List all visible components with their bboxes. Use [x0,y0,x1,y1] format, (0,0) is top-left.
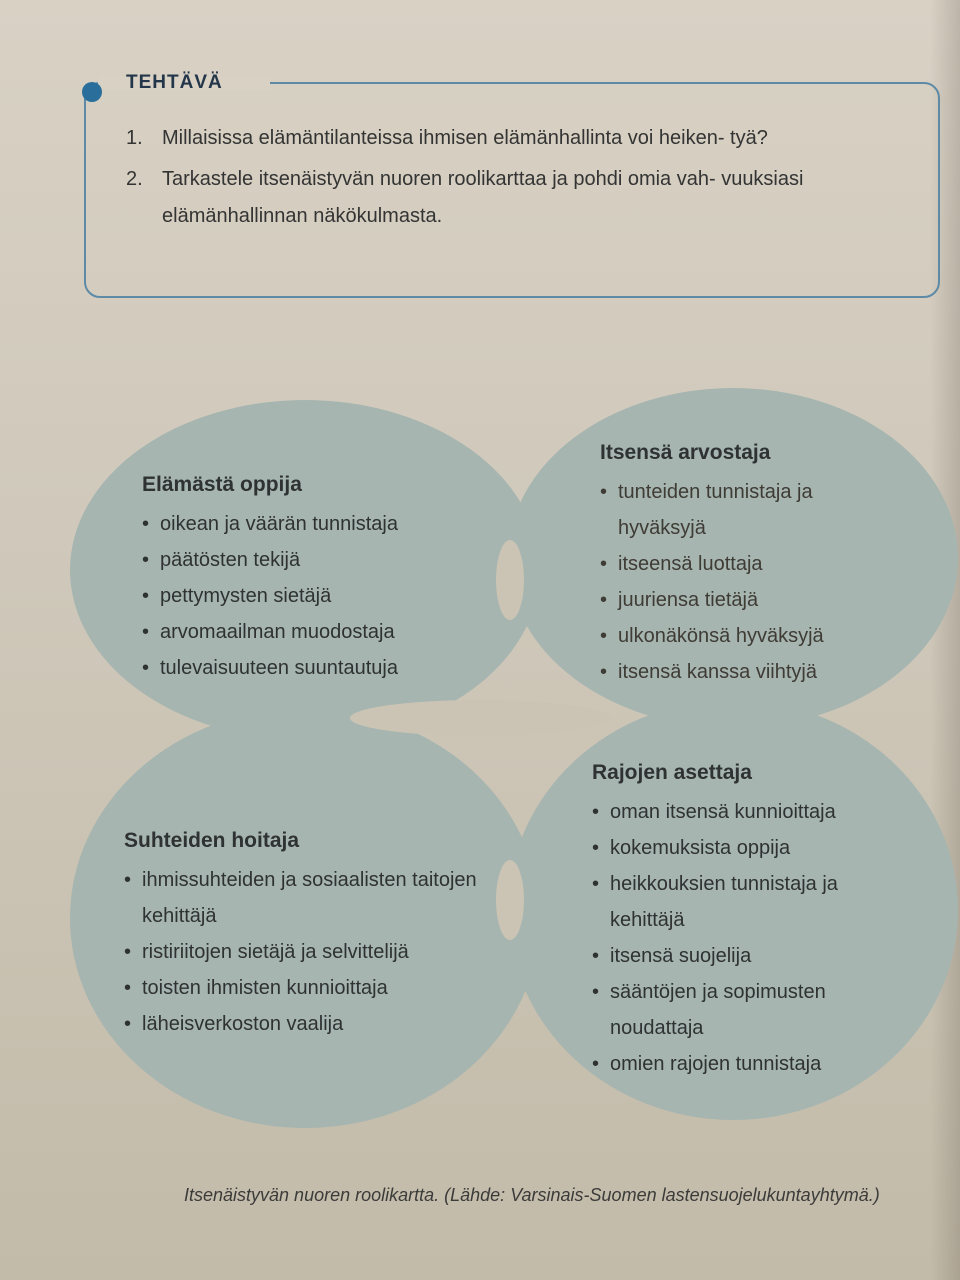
role-item: • tulevaisuuteen suuntautuja [142,650,502,686]
role-group-itsensa-arvostaja [600,436,900,690]
role-item: • päätösten tekijä [142,542,502,578]
role-group-list [592,794,912,1082]
role-group-list [142,506,502,686]
role-item: • ulkonäkönsä hyväksyjä [600,618,900,654]
role-item: • kokemuksista oppija [592,830,912,866]
role-group-list [600,474,900,690]
task-list [126,120,886,239]
task-item-number: 2. [126,168,143,190]
role-item: • omien rajojen tunnistaja [592,1046,912,1082]
task-item-number: 1. [126,127,143,149]
role-item: • juuriensa tietäjä [600,582,900,618]
role-item: • itseensä luottaja [600,546,900,582]
role-group-list [124,862,504,1042]
role-item: • sääntöjen ja sopimusten noudattaja [592,974,912,1046]
role-item: • arvomaailman muodostaja [142,614,502,650]
role-group-title: Suhteiden hoitaja [124,829,300,852]
task-item-text: Tarkastele itsenäistyvän nuoren roolikarttaa ja pohdi omia vah- vuuksiasi elämänhallinnan näkökulmasta. [162,168,804,227]
task-item-text: Millaisissa elämäntilanteissa ihmisen elämänhallinta voi heiken- tyä? [162,127,768,149]
task-item [126,161,886,235]
role-item: • ihmissuhteiden ja sosiaalisten taitojen kehittäjä [124,862,504,934]
role-item: • oman itsensä kunnioittaja [592,794,912,830]
role-item: • läheisverkoston vaalija [124,1006,504,1042]
task-heading: TEHTÄVÄ [126,72,223,93]
role-item: • itsensä kanssa viihtyjä [600,654,900,690]
role-item: • pettymysten sietäjä [142,578,502,614]
role-item: • ristiriitojen sietäjä ja selvittelijä [124,934,504,970]
role-group-title: Elämästä oppija [142,473,302,496]
task-item [126,120,886,157]
role-group-title: Itsensä arvostaja [600,441,771,464]
role-group-rajojen-asettaja [592,756,912,1082]
role-item: • oikean ja väärän tunnistaja [142,506,502,542]
role-group-suhteiden-hoitaja [124,824,504,1042]
role-item: • toisten ihmisten kunnioittaja [124,970,504,1006]
role-group-elamasta-oppija [142,468,502,686]
bubble-divider-middle [350,700,610,736]
role-item: • heikkouksien tunnistaja ja kehittäjä [592,866,912,938]
task-bullet-icon [82,82,102,102]
figure-caption: Itsenäistyvän nuoren roolikartta. (Lähde: Varsinais-Suomen lastensuojelukuntayhtymä.) [184,1185,880,1205]
role-item: • itsensä suojelija [592,938,912,974]
role-group-title: Rajojen asettaja [592,761,752,784]
role-item: • tunteiden tunnistaja ja hyväksyjä [600,474,900,546]
